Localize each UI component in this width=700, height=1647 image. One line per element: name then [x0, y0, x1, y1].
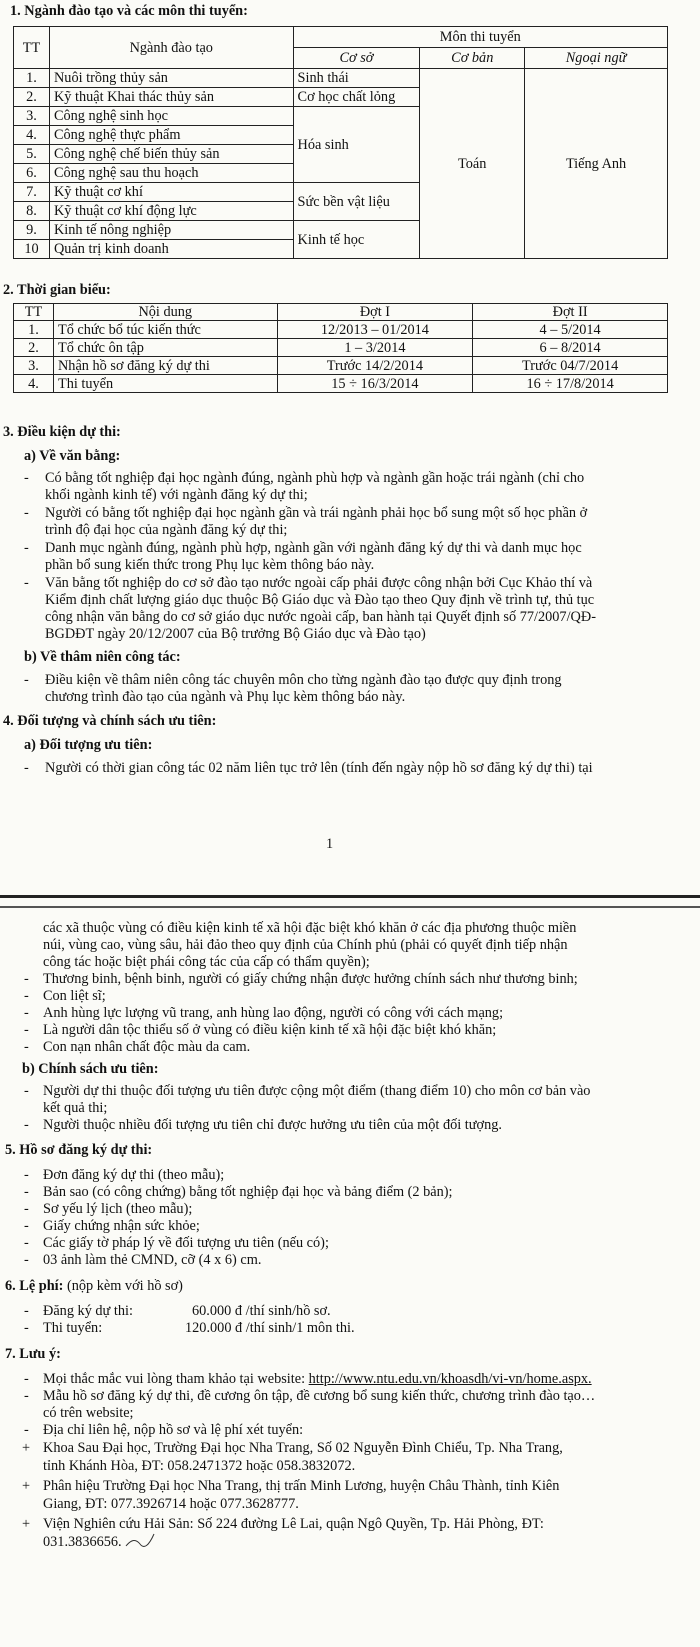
- list-item: Thương binh, bệnh binh, người có giấy chứng nhận được hưởng chính sách như thương binh;: [43, 971, 578, 987]
- th-noi-dung: Nội dung: [53, 304, 277, 321]
- bullet-dash: -: [24, 1422, 29, 1438]
- list-item: Bản sao (có công chứng) bằng tốt nghiệp đại học và bảng điểm (2 bản);: [43, 1184, 453, 1200]
- bullet-dash: -: [24, 672, 29, 688]
- table-cell-ngoaingu: [525, 69, 668, 259]
- bullet-dash: -: [24, 1388, 29, 1404]
- bullet-dash: -: [24, 988, 29, 1004]
- table-cell-dot-2: 4 – 5/2014: [473, 321, 668, 339]
- section-3b-title: b) Về thâm niên công tác:: [24, 649, 181, 665]
- table-cell-tt: 1.: [14, 69, 50, 88]
- table-cell-tt: 2.: [14, 339, 54, 357]
- bullet-dash: -: [24, 971, 29, 987]
- section-5-title: 5. Hồ sơ đăng ký dự thi:: [5, 1142, 153, 1158]
- table-cell-nganh: Kinh tế nông nghiệp: [49, 221, 293, 240]
- table-cell-dot-1: 1 – 3/2014: [277, 339, 473, 357]
- table-cell-tt: 2.: [14, 88, 50, 107]
- bullet-dash: -: [24, 1117, 29, 1133]
- table-cell-nganh: Công nghệ sinh học: [49, 107, 293, 126]
- majors-table: [13, 26, 668, 259]
- text-line: Văn bằng tốt nghiệp do cơ sở đào tạo nước ngoài cấp phải được công nhận bởi Cục Khảo thí và: [45, 575, 593, 591]
- text-line: Người thuộc nhiều đối tượng ưu tiên chỉ được hưởng ưu tiên của một đối tượng.: [43, 1117, 502, 1133]
- table-cell-nganh: Kỹ thuật cơ khí động lực: [49, 202, 293, 221]
- bullet-dash: -: [24, 1039, 29, 1055]
- section-4b-title: b) Chính sách ưu tiên:: [22, 1061, 159, 1077]
- bullet-plus: +: [22, 1516, 31, 1532]
- table-cell-nganh: Nuôi trồng thủy sản: [49, 69, 293, 88]
- section-6-heading: [5, 1278, 183, 1295]
- bullet-dash: -: [24, 540, 29, 556]
- th-tt: TT: [14, 27, 50, 69]
- section-4a-title: a) Đối tượng ưu tiên:: [24, 737, 153, 753]
- bullet-dash: -: [24, 1320, 29, 1336]
- ngoaingu-value: Tiếng Anh: [565, 155, 627, 172]
- bullet-dash: -: [24, 470, 29, 486]
- table-cell-tt: 5.: [14, 145, 50, 164]
- table-cell-tt: 6.: [14, 164, 50, 183]
- website-text: Mọi thắc mắc vui lòng tham khảo tại website:: [43, 1371, 309, 1387]
- bullet-dash: -: [24, 1371, 29, 1387]
- table-cell-nganh: Quản trị kinh doanh: [49, 240, 293, 259]
- th-mon-thi: Môn thi tuyển: [293, 27, 667, 48]
- text-line: kết quả thi;: [43, 1100, 108, 1116]
- table-cell-coso: Hóa sinh: [293, 107, 420, 183]
- section-3a-title: a) Về văn bằng:: [24, 448, 121, 464]
- page-number: 1: [326, 836, 334, 852]
- text-line: công tác hoặc biệt phái công tác của cấp có thẩm quyền);: [43, 954, 370, 970]
- table-cell-coban: [420, 69, 525, 259]
- section-3-title: 3. Điều kiện dự thi:: [3, 424, 121, 440]
- th-dot-2: Đợt II: [473, 304, 668, 321]
- list-item: Các giấy tờ pháp lý về đối tượng ưu tiên (nếu có);: [43, 1235, 329, 1251]
- text-line: BGDĐT ngày 20/12/2007 của Bộ trưởng Bộ Giáo dục và Đào tạo): [45, 626, 426, 642]
- text-line: [43, 1371, 592, 1388]
- table-cell-dot-2: 6 – 8/2014: [473, 339, 668, 357]
- text-line: Mẫu hồ sơ đăng ký dự thi, đề cương ôn tập, đề cương bổ sung kiến thức, chương trình đào tạo…: [43, 1388, 596, 1404]
- table-cell-coso: Sinh thái: [293, 69, 420, 88]
- text-line: Người có thời gian công tác 02 năm liên tục trở lên (tính đến ngày nộp hồ sơ đăng ký dự thi) tại: [45, 760, 593, 776]
- table-cell-nganh: Kỹ thuật cơ khí: [49, 183, 293, 202]
- fee-value: 60.000 đ /thí sinh/hồ sơ.: [192, 1303, 331, 1319]
- list-item: Giấy chứng nhận sức khỏe;: [43, 1218, 200, 1234]
- text-line: khối ngành kinh tế) với ngành đăng ký dự thi;: [45, 487, 308, 503]
- table-cell-tt: 8.: [14, 202, 50, 221]
- page-separator: [0, 895, 700, 908]
- table-cell-nganh: Kỹ thuật Khai thác thủy sản: [49, 88, 293, 107]
- table-cell-tt: 7.: [14, 183, 50, 202]
- table-cell-tt: 4.: [14, 375, 54, 393]
- th-ngoai-ngu: Ngoại ngữ: [525, 48, 668, 69]
- table-cell-coso: Kinh tế học: [293, 221, 420, 259]
- section-6-note: (nộp kèm với hồ sơ): [63, 1278, 183, 1294]
- th-co-so: Cơ sở: [293, 48, 420, 69]
- bullet-dash: -: [24, 1022, 29, 1038]
- text-line: công nhận văn bằng do cơ sở giáo dục nước ngoài cấp, ban hành tại Quyết định số 77/2007/QĐ-: [45, 609, 596, 625]
- coban-value: Toán: [458, 155, 487, 172]
- text-line: có trên website;: [43, 1405, 134, 1421]
- bullet-plus: +: [22, 1478, 31, 1494]
- bullet-dash: -: [24, 575, 29, 591]
- text-line: Người dự thi thuộc đối tượng ưu tiên được cộng một điểm (thang điểm 10) cho môn cơ bản vào: [43, 1083, 591, 1099]
- bullet-dash: -: [24, 1005, 29, 1021]
- bullet-dash: -: [24, 1235, 29, 1251]
- text-line: chương trình đào tạo của ngành và Phụ lục kèm thông báo này.: [45, 689, 406, 705]
- th-co-ban: Cơ bản: [420, 48, 525, 69]
- bullet-dash: -: [24, 1083, 29, 1099]
- text-line: phần bổ sung kiến thức trong Phụ lục kèm thông báo này.: [45, 557, 375, 573]
- table-cell-dot-2: 16 ÷ 17/8/2014: [473, 375, 668, 393]
- bullet-dash: -: [24, 760, 29, 776]
- table-cell-noi-dung: Nhận hồ sơ đăng ký dự thi: [53, 357, 277, 375]
- bullet-dash: -: [24, 1201, 29, 1217]
- address-line: Giang, ĐT: 077.3926714 hoặc 077.3628777.: [43, 1496, 299, 1512]
- address-line: tỉnh Khánh Hòa, ĐT: 058.2471372 hoặc 058.3832072.: [43, 1458, 356, 1474]
- bullet-dash: -: [24, 1167, 29, 1183]
- th-dot-1: Đợt I: [277, 304, 473, 321]
- section-2-title: 2. Thời gian biểu:: [3, 282, 111, 298]
- website-link[interactable]: http://www.ntu.edu.vn/khoasdh/vi-vn/home.aspx.: [308, 1371, 592, 1387]
- list-item: 03 ảnh làm thẻ CMND, cỡ (4 x 6) cm.: [43, 1252, 262, 1268]
- table-cell-noi-dung: Tổ chức bổ túc kiến thức: [53, 321, 277, 339]
- bullet-plus: +: [22, 1440, 31, 1456]
- table-cell-noi-dung: Tổ chức ôn tập: [53, 339, 277, 357]
- section-1-title: 1. Ngành đào tạo và các môn thi tuyển:: [10, 3, 248, 19]
- table-cell-dot-1: 12/2013 – 01/2014: [277, 321, 473, 339]
- table-cell-nganh: Công nghệ sau thu hoạch: [49, 164, 293, 183]
- address-line: Khoa Sau Đại học, Trường Đại học Nha Trang, Số 02 Nguyễn Đình Chiểu, Tp. Nha Trang,: [43, 1440, 563, 1456]
- list-item: Đơn đăng ký dự thi (theo mẫu);: [43, 1167, 225, 1183]
- table-cell-dot-1: 15 ÷ 16/3/2014: [277, 375, 473, 393]
- table-cell-tt: 4.: [14, 126, 50, 145]
- bullet-dash: -: [24, 1252, 29, 1268]
- table-cell-tt: 3.: [14, 107, 50, 126]
- table-cell-nganh: Công nghệ chế biến thủy sản: [49, 145, 293, 164]
- schedule-table: [13, 303, 668, 393]
- table-cell-noi-dung: Thi tuyển: [53, 375, 277, 393]
- table-cell-tt: 1.: [14, 321, 54, 339]
- text-line: Danh mục ngành đúng, ngành phù hợp, ngành gần với ngành đăng ký dự thi và danh mục học: [45, 540, 582, 556]
- list-item: Sơ yếu lý lịch (theo mẫu);: [43, 1201, 193, 1217]
- text-line: các xã thuộc vùng có điều kiện kinh tế xã hội đặc biệt khó khăn ở các địa phương thuộc miền: [43, 920, 577, 936]
- table-cell-nganh: Công nghệ thực phẩm: [49, 126, 293, 145]
- fee-value: 120.000 đ /thí sinh/1 môn thi.: [185, 1320, 355, 1336]
- text-line: trình độ đại học của ngành đăng ký dự thi;: [45, 522, 288, 538]
- text-line: Địa chỉ liên hệ, nộp hồ sơ và lệ phí xét tuyển:: [43, 1422, 304, 1438]
- text-line: Người có bằng tốt nghiệp đại học ngành gần và trái ngành phải học bổ sung một số học phần ở: [45, 505, 588, 521]
- bullet-dash: -: [24, 1184, 29, 1200]
- table-cell-dot-2: Trước 04/7/2014: [473, 357, 668, 375]
- bullet-dash: -: [24, 505, 29, 521]
- th-nganh: Ngành đào tạo: [49, 27, 293, 69]
- list-item: Là người dân tộc thiểu số ở vùng có điều kiện kinh tế xã hội đặc biệt khó khăn;: [43, 1022, 497, 1038]
- list-item: Con nạn nhân chất độc màu da cam.: [43, 1039, 251, 1055]
- text-line: Kiểm định chất lượng giáo dục thuộc Bộ Giáo dục và Đào tạo theo Quy định về trình tự, thủ tục: [45, 592, 595, 608]
- section-4-title: 4. Đối tượng và chính sách ưu tiên:: [3, 713, 217, 729]
- table-cell-tt: 9.: [14, 221, 50, 240]
- table-cell-tt: 3.: [14, 357, 54, 375]
- fee-label: Đăng ký dự thi:: [43, 1303, 133, 1319]
- section-6-title: 6. Lệ phí:: [5, 1278, 64, 1294]
- table-cell-coso: Sức bền vật liệu: [293, 183, 420, 221]
- bullet-dash: -: [24, 1303, 29, 1319]
- fee-label: Thi tuyển:: [43, 1320, 103, 1336]
- table-cell-coso: Cơ học chất lỏng: [293, 88, 420, 107]
- table-cell-dot-1: Trước 14/2/2014: [277, 357, 473, 375]
- address-line: Viện Nghiên cứu Hải Sản: Số 224 đường Lê Lai, quận Ngô Quyền, Tp. Hải Phòng, ĐT:: [43, 1516, 544, 1532]
- section-7-title: 7. Lưu ý:: [5, 1346, 61, 1362]
- text-line: núi, vùng cao, vùng sâu, hải đảo theo quy định của Chính phủ (phải có quyết định tiếp nhận: [43, 937, 568, 953]
- table-cell-tt: 10: [14, 240, 50, 259]
- address-line: 031.3836656.: [43, 1534, 122, 1550]
- address-line: Phân hiệu Trường Đại học Nha Trang, thị trấn Minh Lương, huyện Châu Thành, tỉnh Kiên: [43, 1478, 560, 1494]
- text-line: Có bằng tốt nghiệp đại học ngành đúng, ngành phù hợp và ngành gần hoặc trái ngành (chỉ cho: [45, 470, 585, 486]
- bullet-dash: -: [24, 1218, 29, 1234]
- list-item: Anh hùng lực lượng vũ trang, anh hùng lao động, người có công với cách mạng;: [43, 1005, 504, 1021]
- th-tt: TT: [14, 304, 54, 321]
- text-line: Điều kiện về thâm niên công tác chuyên môn cho từng ngành đào tạo được quy định trong: [45, 672, 562, 688]
- document-page-2: [0, 908, 700, 1647]
- list-item: Con liệt sĩ;: [43, 988, 106, 1004]
- signature-mark: [124, 1528, 164, 1550]
